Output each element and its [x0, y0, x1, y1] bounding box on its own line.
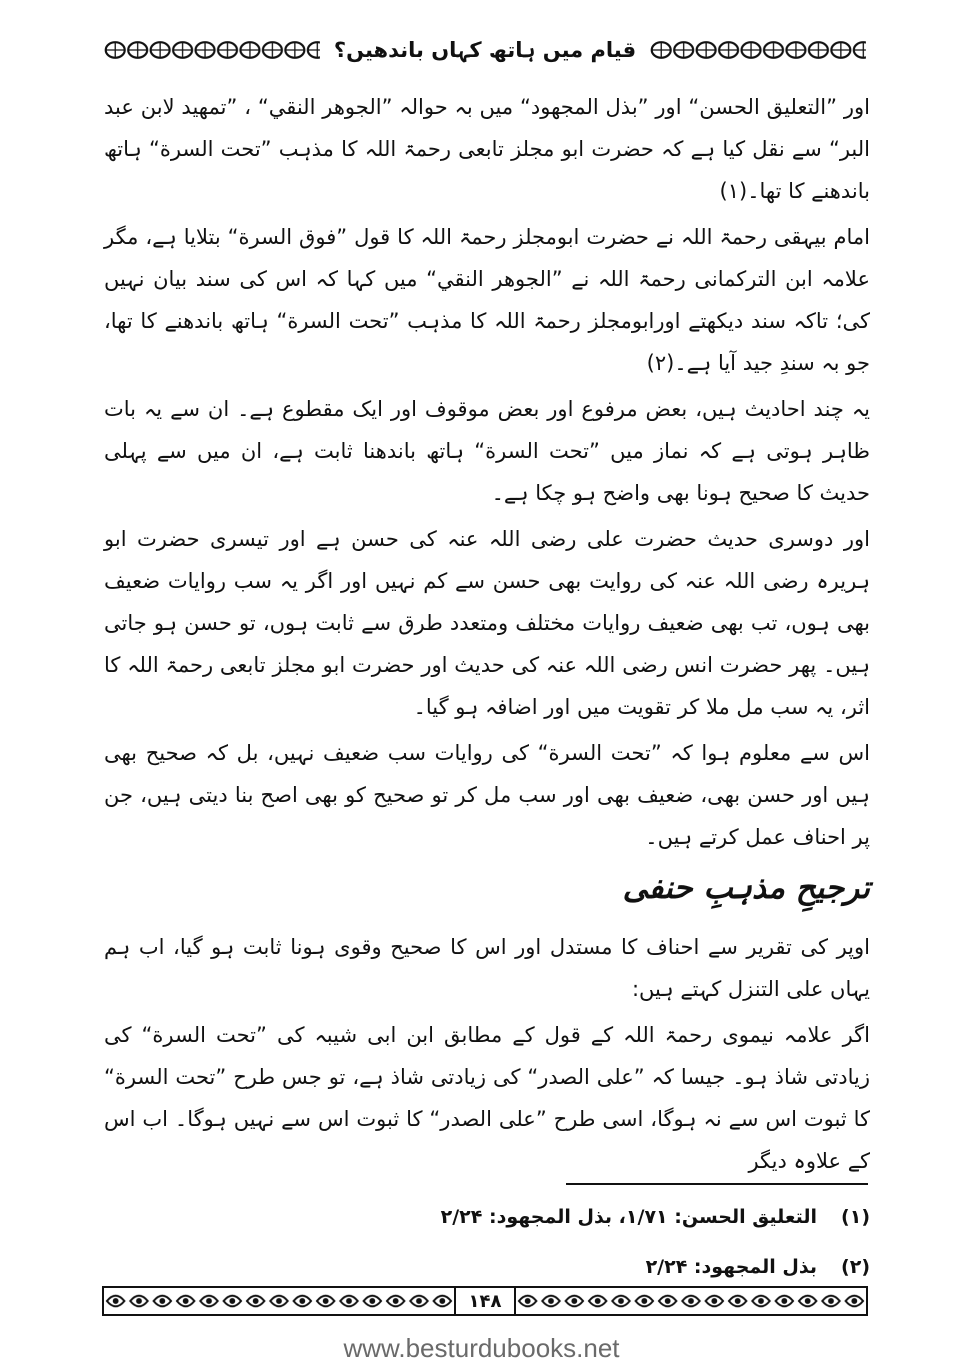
running-head-title: قیام میں ہاتھ کہاں باندھیں؟ — [333, 38, 637, 62]
header-ornament-right — [650, 35, 866, 65]
paragraph-1: اور ”التعليق الحسن“ اور ”بذل المجهود“ میں بہ حوالہ ”الجوهر النقي“ ، ”تمهيد لابن عبد البر“ سے نقل کیا ہے کہ حضرت ابو مجلز تابعی رحمۃ اللہ کا مذہب ”تحت السرة“ ہاتھ باندھنے کا تھا۔(۱) — [104, 95, 870, 203]
page-number: ۱۴۸ — [454, 1288, 516, 1314]
paragraph-5: اس سے معلوم ہوا کہ ”تحت السرة“ کی روایات سب ضعیف نہیں، بل کہ صحیح بھی ہیں اور حسن بھی، ضعیف بھی اور سب مل کر تو صحیح کو بھی اصح بنا دیتی ہیں، جن پر احناف عمل کرتے ہیں۔ — [104, 741, 870, 849]
footer-ornament-right — [516, 1288, 866, 1314]
paragraph-3: یہ چند احادیث ہیں، بعض مرفوع اور بعض موقوف اور ایک مقطوع ہے۔ ان سے یہ بات ظاہر ہوتی ہے کہ نماز میں ”تحت السرة“ ہاتھ باندھنا ثابت ہے، ان میں سے پہلی حدیث کا صحیح ہونا بھی واضح ہو چکا ہے۔ — [104, 397, 870, 505]
paragraph-2: امام بیہقی رحمۃ اللہ نے حضرت ابومجلز رحمۃ اللہ کا قول ”فوق السرة“ بتلایا ہے، مگر علامہ ابن الترکمانی رحمۃ اللہ نے ”الجوهر النقي“ میں کہا کہ اس کی سند بیان نہیں کی؛ تاکہ سند دیکھتے اورابومجلز رحمۃ اللہ کا مذہب ”تحت السرة“ ہاتھ باندھنے کا تھا، جو بہ سندِ جید آیا ہے۔(۲) — [104, 225, 870, 375]
footnotes — [104, 1192, 870, 1292]
paragraph-4: اور دوسری حدیث حضرت علی رضی اللہ عنہ کی حسن ہے اور تیسری حضرت ابو ہریرہ رضی اللہ عنہ کی روایت بھی حسن سے کم نہیں اور اگر یہ سب روایات ضعیف بھی ہوں، تب بھی ضعیف روایات مختلف ومتعدد طرق سے ثابت ہوں، تو حسن ہو جاتی ہیں۔ پھر حضرت انس رضی اللہ عنہ کی حدیث اور حضرت ابو مجلز تابعی رحمۃ اللہ کا اثر، یہ سب مل ملا کر تقویت میں اور اضافہ ہو گیا۔ — [104, 527, 870, 719]
footnote-number: (۱) — [841, 1206, 870, 1228]
watermark-url: www.besturdubooks.net — [343, 1333, 620, 1363]
paragraph-7: اگر علامہ نیموی رحمۃ اللہ کے قول کے مطابق ابن ابی شیبہ کی ”تحت السرة“ کی زیادتی شاذ ہو۔ جیسا کہ ”علی الصدر“ کی زیادتی شاذ ہے، تو جس طرح ”تحت السرة“ کا ثبوت اس سے نہ ہوگا، اسی طرح ”علی الصدر“ کا ثبوت اس سے نہیں ہوگا۔ اب اس کے علاوہ دیگر — [104, 1023, 870, 1173]
footnote-text: التعليق الحسن: ۱/۷۱، بذل المجهود: ۲/۲۴ — [440, 1206, 818, 1228]
section-heading: ترجیحِ مذہبِ حنفی — [622, 870, 870, 906]
footnote-1 — [104, 1192, 870, 1242]
footnote-text: بذل المجهود: ۲/۲۴ — [645, 1256, 818, 1278]
main-text — [104, 86, 870, 1186]
paragraph-6: اوپر کی تقریر سے احناف کا مستدل اور اس کا صحیح وقوی ہونا ثابت ہو گیا، اب ہم یہاں علی التنزل کہتے ہیں: — [104, 935, 870, 1001]
footnote-2 — [104, 1242, 870, 1292]
page-header — [104, 26, 866, 74]
footer-ornament-left — [104, 1288, 454, 1314]
footnote-number: (۲) — [841, 1256, 870, 1278]
page-footer — [102, 1286, 868, 1316]
footnote-divider — [566, 1183, 868, 1185]
header-ornament-left — [104, 35, 320, 65]
